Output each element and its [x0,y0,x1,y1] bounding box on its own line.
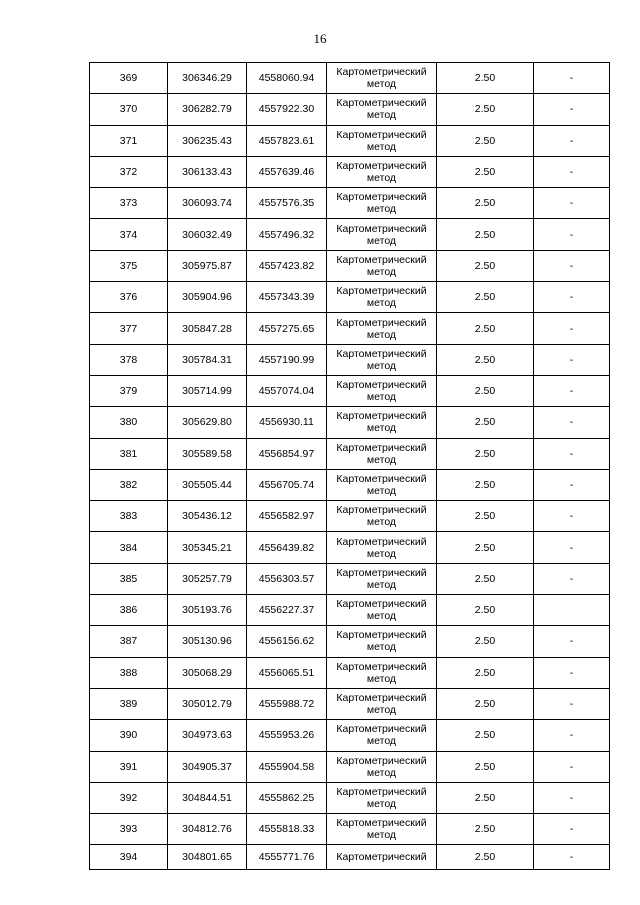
point-number-cell: 375 [90,250,168,281]
x-coordinate-cell: 305589.58 [168,438,247,469]
accuracy-cell: 2.50 [437,407,534,438]
point-number-cell: 394 [90,845,168,870]
x-coordinate-cell: 306282.79 [168,94,247,125]
x-coordinate-cell: 305012.79 [168,688,247,719]
y-coordinate-cell: 4555904.58 [247,751,327,782]
table-row [90,532,610,563]
point-number-cell: 386 [90,595,168,626]
method-cell: Картометрический метод [327,156,437,187]
method-cell: Картометрический метод [327,313,437,344]
method-cell: Картометрический метод [327,469,437,500]
table-row [90,188,610,219]
method-cell: Картометрический метод [327,814,437,845]
method-cell: Картометрический метод [327,375,437,406]
method-cell: Картометрический метод [327,63,437,94]
note-cell: - [534,407,610,438]
accuracy-cell: 2.50 [437,156,534,187]
note-cell: - [534,125,610,156]
note-cell: - [534,250,610,281]
method-cell: Картометрический метод [327,501,437,532]
method-cell: Картометрический метод [327,595,437,626]
table-row [90,125,610,156]
note-cell: - [534,626,610,657]
table-row [90,156,610,187]
point-number-cell: 371 [90,125,168,156]
accuracy-cell: 2.50 [437,751,534,782]
y-coordinate-cell: 4557576.35 [247,188,327,219]
table-row [90,688,610,719]
x-coordinate-cell: 305257.79 [168,563,247,594]
table-row [90,814,610,845]
table-row [90,595,610,626]
table-row [90,94,610,125]
accuracy-cell: 2.50 [437,782,534,813]
y-coordinate-cell: 4555771.76 [247,845,327,870]
x-coordinate-cell: 305784.31 [168,344,247,375]
page-number: 16 [313,31,327,46]
method-cell: Картометрический метод [327,188,437,219]
note-cell: - [534,188,610,219]
table-row [90,845,610,870]
point-number-cell: 389 [90,688,168,719]
accuracy-cell: 2.50 [437,845,534,870]
point-number-cell: 387 [90,626,168,657]
method-cell: Картометрический метод [327,344,437,375]
note-cell: - [534,657,610,688]
y-coordinate-cell: 4557496.32 [247,219,327,250]
point-number-cell: 393 [90,814,168,845]
point-number-cell: 384 [90,532,168,563]
y-coordinate-cell: 4558060.94 [247,63,327,94]
accuracy-cell: 2.50 [437,595,534,626]
note-cell: - [534,563,610,594]
table-row [90,657,610,688]
note-cell: - [534,532,610,563]
y-coordinate-cell: 4556303.57 [247,563,327,594]
note-cell: - [534,344,610,375]
point-number-cell: 379 [90,375,168,406]
accuracy-cell: 2.50 [437,532,534,563]
x-coordinate-cell: 305714.99 [168,375,247,406]
point-number-cell: 381 [90,438,168,469]
method-cell: Картометрический [327,845,437,870]
x-coordinate-cell: 305193.76 [168,595,247,626]
point-number-cell: 378 [90,344,168,375]
table-row [90,751,610,782]
point-number-cell: 380 [90,407,168,438]
method-cell: Картометрический метод [327,532,437,563]
note-cell: - [534,751,610,782]
y-coordinate-cell: 4556439.82 [247,532,327,563]
accuracy-cell: 2.50 [437,94,534,125]
accuracy-cell: 2.50 [437,375,534,406]
y-coordinate-cell: 4556705.74 [247,469,327,500]
note-cell: - [534,63,610,94]
x-coordinate-cell: 306032.49 [168,219,247,250]
table-row [90,250,610,281]
point-number-cell: 390 [90,720,168,751]
point-number-cell: 369 [90,63,168,94]
method-cell: Картометрический метод [327,751,437,782]
accuracy-cell: 2.50 [437,657,534,688]
table-row [90,282,610,313]
x-coordinate-cell: 305904.96 [168,282,247,313]
method-cell: Картометрический метод [327,94,437,125]
accuracy-cell: 2.50 [437,720,534,751]
note-cell: - [534,282,610,313]
point-number-cell: 373 [90,188,168,219]
note-cell: - [534,219,610,250]
method-cell: Картометрический метод [327,782,437,813]
table-row [90,344,610,375]
table-row [90,438,610,469]
method-cell: Картометрический метод [327,657,437,688]
method-cell: Картометрический метод [327,250,437,281]
note-cell: - [534,375,610,406]
coordinates-table [89,62,610,870]
x-coordinate-cell: 304905.37 [168,751,247,782]
note-cell: - [534,688,610,719]
y-coordinate-cell: 4555988.72 [247,688,327,719]
accuracy-cell: 2.50 [437,688,534,719]
point-number-cell: 382 [90,469,168,500]
x-coordinate-cell: 305068.29 [168,657,247,688]
method-cell: Картометрический метод [327,219,437,250]
y-coordinate-cell: 4556065.51 [247,657,327,688]
table-row [90,501,610,532]
accuracy-cell: 2.50 [437,469,534,500]
x-coordinate-cell: 305436.12 [168,501,247,532]
x-coordinate-cell: 305130.96 [168,626,247,657]
method-cell: Картометрический метод [327,407,437,438]
method-cell: Картометрический метод [327,720,437,751]
table-row [90,313,610,344]
x-coordinate-cell: 304844.51 [168,782,247,813]
note-cell: - [534,156,610,187]
x-coordinate-cell: 306235.43 [168,125,247,156]
y-coordinate-cell: 4557639.46 [247,156,327,187]
y-coordinate-cell: 4556930.11 [247,407,327,438]
accuracy-cell: 2.50 [437,219,534,250]
note-cell [534,595,610,626]
method-cell: Картометрический метод [327,688,437,719]
x-coordinate-cell: 305847.28 [168,313,247,344]
x-coordinate-cell: 304973.63 [168,720,247,751]
accuracy-cell: 2.50 [437,344,534,375]
method-cell: Картометрический метод [327,563,437,594]
note-cell: - [534,720,610,751]
point-number-cell: 372 [90,156,168,187]
y-coordinate-cell: 4555818.33 [247,814,327,845]
y-coordinate-cell: 4556854.97 [247,438,327,469]
x-coordinate-cell: 305629.80 [168,407,247,438]
point-number-cell: 388 [90,657,168,688]
x-coordinate-cell: 304812.76 [168,814,247,845]
point-number-cell: 374 [90,219,168,250]
x-coordinate-cell: 306133.43 [168,156,247,187]
note-cell: - [534,438,610,469]
accuracy-cell: 2.50 [437,626,534,657]
accuracy-cell: 2.50 [437,188,534,219]
method-cell: Картометрический метод [327,626,437,657]
x-coordinate-cell: 306346.29 [168,63,247,94]
point-number-cell: 391 [90,751,168,782]
y-coordinate-cell: 4557275.65 [247,313,327,344]
x-coordinate-cell: 304801.65 [168,845,247,870]
note-cell: - [534,782,610,813]
point-number-cell: 370 [90,94,168,125]
accuracy-cell: 2.50 [437,438,534,469]
table-row [90,469,610,500]
table-row [90,375,610,406]
y-coordinate-cell: 4555953.26 [247,720,327,751]
y-coordinate-cell: 4557074.04 [247,375,327,406]
table-row [90,720,610,751]
table-row [90,63,610,94]
y-coordinate-cell: 4557922.30 [247,94,327,125]
coordinates-table-body [90,63,610,870]
method-cell: Картометрический метод [327,438,437,469]
table-row [90,782,610,813]
note-cell: - [534,94,610,125]
point-number-cell: 376 [90,282,168,313]
note-cell: - [534,845,610,870]
accuracy-cell: 2.50 [437,563,534,594]
point-number-cell: 392 [90,782,168,813]
method-cell: Картометрический метод [327,125,437,156]
y-coordinate-cell: 4557823.61 [247,125,327,156]
accuracy-cell: 2.50 [437,814,534,845]
table-row [90,219,610,250]
accuracy-cell: 2.50 [437,501,534,532]
y-coordinate-cell: 4555862.25 [247,782,327,813]
x-coordinate-cell: 305505.44 [168,469,247,500]
y-coordinate-cell: 4556582.97 [247,501,327,532]
note-cell: - [534,469,610,500]
note-cell: - [534,501,610,532]
y-coordinate-cell: 4557423.82 [247,250,327,281]
note-cell: - [534,313,610,344]
y-coordinate-cell: 4556227.37 [247,595,327,626]
y-coordinate-cell: 4556156.62 [247,626,327,657]
point-number-cell: 377 [90,313,168,344]
y-coordinate-cell: 4557343.39 [247,282,327,313]
table-row [90,626,610,657]
note-cell: - [534,814,610,845]
method-cell: Картометрический метод [327,282,437,313]
point-number-cell: 385 [90,563,168,594]
accuracy-cell: 2.50 [437,125,534,156]
x-coordinate-cell: 305345.21 [168,532,247,563]
accuracy-cell: 2.50 [437,250,534,281]
y-coordinate-cell: 4557190.99 [247,344,327,375]
table-row [90,407,610,438]
x-coordinate-cell: 306093.74 [168,188,247,219]
table-row [90,563,610,594]
point-number-cell: 383 [90,501,168,532]
x-coordinate-cell: 305975.87 [168,250,247,281]
accuracy-cell: 2.50 [437,313,534,344]
accuracy-cell: 2.50 [437,282,534,313]
accuracy-cell: 2.50 [437,63,534,94]
